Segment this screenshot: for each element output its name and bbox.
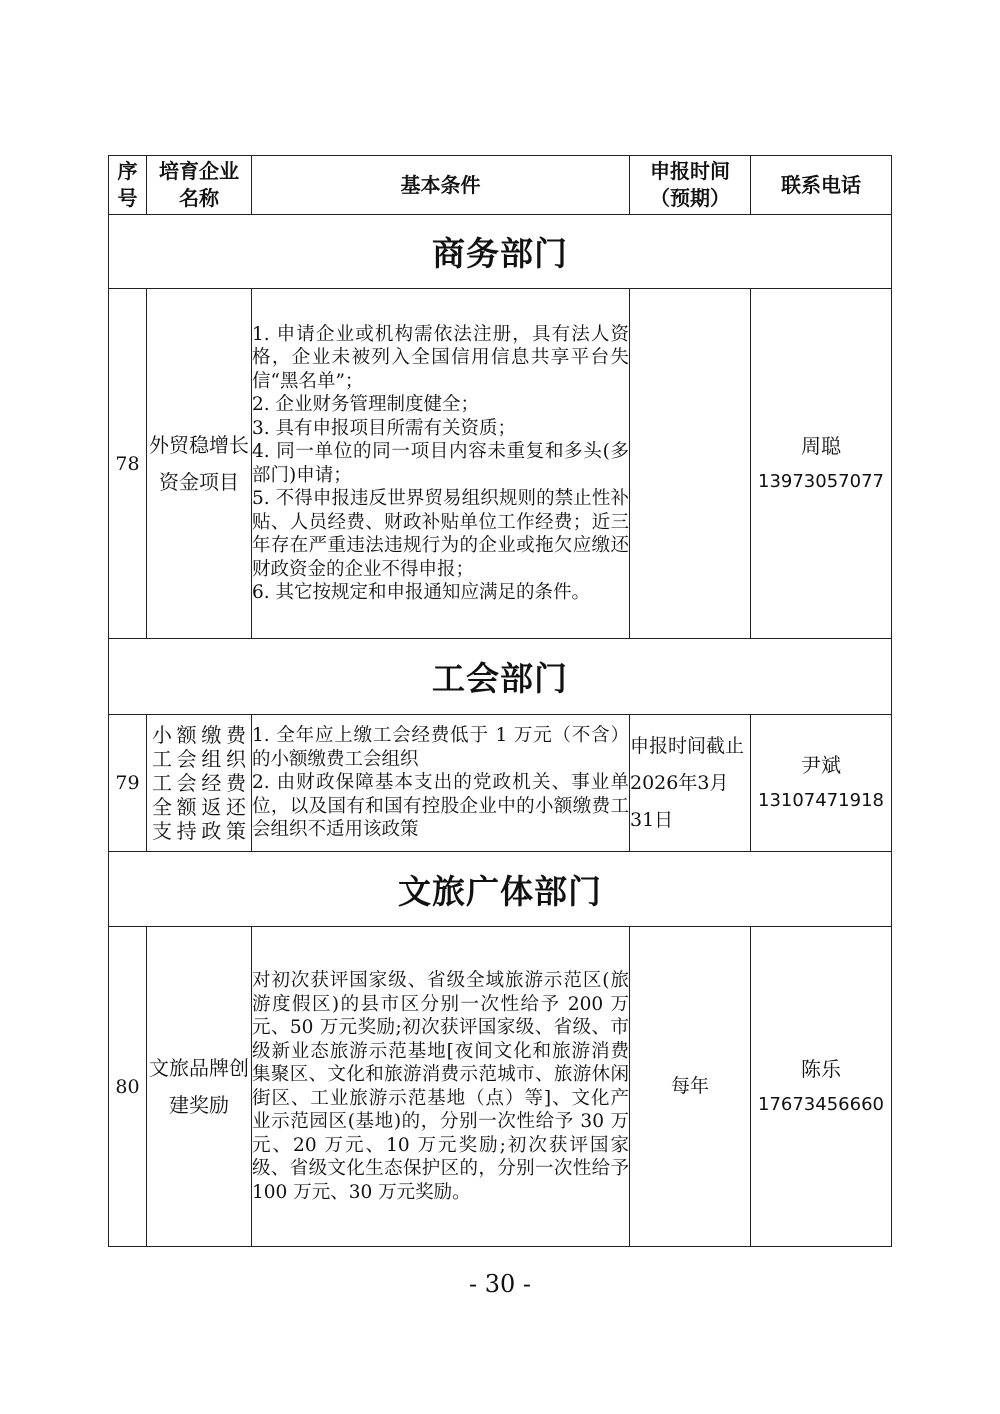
table-row bbox=[109, 289, 892, 639]
table-header-row bbox=[109, 156, 892, 215]
section-title: 工会部门 bbox=[109, 639, 892, 715]
table-row bbox=[109, 715, 892, 852]
page-number: - 30 - bbox=[468, 1270, 531, 1298]
row-name: 小额缴费工会组织工会经费全额返还支持政策 bbox=[147, 715, 252, 852]
condition-item: 对初次获评国家级、省级全域旅游示范区(旅游度假区)的县市区分别一次性给予 200 万元、50 万元奖励;初次获评国家级、省级、市级新业态旅游示范基地[夜间文化和旅游消费集聚区、文化和旅游消费示范城市、旅游休闲街区、工业旅游示范基地（点）等]、文化产业示范园区(基地)的，分别一次性给予 30 万元、20 万元、10 万元奖励;初次获评国家级、省级文化生态保护区的，分别一次性给予 100 万元、30 万元奖励。 bbox=[252, 970, 629, 1203]
header-contact: 联系电话 bbox=[751, 156, 892, 215]
contact-phone: 13973057077 bbox=[758, 470, 884, 492]
condition-item: 3. 具有申报项目所需有关资质； bbox=[252, 417, 517, 439]
condition-item: 6. 其它按规定和申报通知应满足的条件。 bbox=[252, 582, 591, 603]
condition-item: 1. 全年应上缴工会经费低于 1 万元（不含）的小额缴费工会组织 bbox=[252, 725, 629, 770]
section-title: 商务部门 bbox=[109, 215, 892, 289]
row-index: 79 bbox=[109, 715, 147, 852]
section-row bbox=[109, 639, 892, 715]
row-conditions bbox=[252, 289, 630, 639]
condition-item: 4. 同一单位的同一项目内容未重复和多头(多部门)申请； bbox=[252, 441, 629, 486]
contact-name: 尹斌 bbox=[801, 753, 841, 777]
row-index: 78 bbox=[109, 289, 147, 639]
row-conditions bbox=[252, 715, 630, 852]
row-time: 申报时间截止2026年3月31日 bbox=[630, 715, 751, 852]
row-time bbox=[630, 289, 751, 639]
contact-name: 陈乐 bbox=[801, 1056, 841, 1081]
contact-phone: 13107471918 bbox=[758, 790, 884, 811]
row-contact bbox=[751, 715, 892, 852]
header-name: 培育企业名称 bbox=[147, 156, 252, 215]
row-time: 每年 bbox=[630, 927, 751, 1247]
policy-table bbox=[108, 155, 892, 1247]
section-row bbox=[109, 852, 892, 927]
table-row bbox=[109, 927, 892, 1247]
section-row bbox=[109, 215, 892, 289]
condition-item: 2. 企业财务管理制度健全； bbox=[252, 394, 480, 415]
row-index: 80 bbox=[109, 927, 147, 1247]
contact-phone: 17673456660 bbox=[758, 1093, 884, 1115]
row-contact bbox=[751, 927, 892, 1247]
row-conditions bbox=[252, 927, 630, 1247]
condition-item: 2. 由财政保障基本支出的党政机关、事业单位，以及国有和国有控股企业中的小额缴费工会组织不适用该政策 bbox=[252, 772, 629, 841]
row-name: 外贸稳增长资金项目 bbox=[147, 289, 252, 639]
header-index: 序号 bbox=[109, 156, 147, 215]
header-time: 申报时间（预期） bbox=[630, 156, 751, 215]
condition-item: 1. 申请企业或机构需依法注册，具有法人资格，企业未被列入全国信用信息共享平台失信“黑名单”； bbox=[252, 323, 629, 392]
section-title: 文旅广体部门 bbox=[109, 852, 892, 927]
condition-item: 5. 不得申报违反世界贸易组织规则的禁止性补贴、人员经费、财政补贴单位工作经费；近三年存在严重违法违规行为的企业或拖欠应缴还财政资金的企业不得申报； bbox=[252, 488, 629, 580]
row-contact bbox=[751, 289, 892, 639]
header-conditions: 基本条件 bbox=[252, 156, 630, 215]
row-name: 文旅品牌创建奖励 bbox=[147, 927, 252, 1247]
contact-name: 周聪 bbox=[801, 433, 841, 458]
